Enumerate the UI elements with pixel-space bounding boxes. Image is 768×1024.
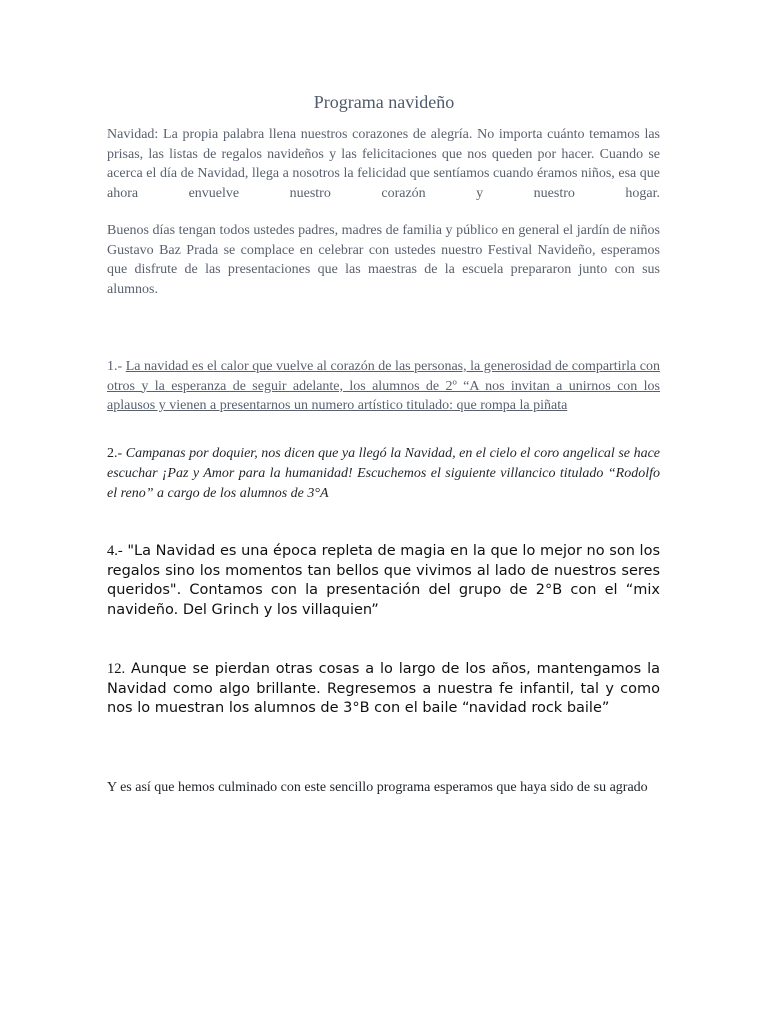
- item-number: 2.-: [107, 446, 123, 461]
- welcome-paragraph: Buenos días tengan todos ustedes padres, madres de familia y público en general el jardín de niños Gustavo Baz Prada se complace en celebrar con ustedes nuestro Festival Navideño, esperamos que disfrute de las presentaciones que las maestras de la escuela prepararon junto con sus alumnos.: [107, 223, 660, 297]
- item-number: 12.: [107, 661, 126, 677]
- item-text: La navidad es el calor que vuelve al corazón de las personas, la generosidad de compartirla con otros y la esperanza de seguir adelante, los alumnos de 2º “A nos invitan a unirnos con los aplausos y vienen a presentarnos un numero artístico titulado: que rompa la piñata: [107, 359, 661, 413]
- intro-text: Navidad: La propia palabra llena nuestros corazones de alegría. No importa cuánto temamos las prisas, las listas de regalos navideños y las felicitaciones que nos queden por hacer. Cuando se acerca el día de Navidad, llega a nosotros la felicidad que sentíamos cuando éramos niños, esa que ahora envuelve nuestro corazón y nuestro hogar.: [107, 127, 660, 201]
- item-number: 1.-: [107, 359, 123, 374]
- item-text: Campanas por doquier, nos dicen que ya llegó la Navidad, en el cielo el coro angelical se hace escuchar ¡Paz y Amor para la humanidad! Escuchemos el siguiente villancico titulado “Rodolfo el reno” a cargo de los alumnos de 3°A: [107, 446, 660, 501]
- closing-paragraph: Y es así que hemos culminado con este sencillo programa esperamos que haya sido de su agrado: [107, 780, 648, 795]
- item-number: 4.-: [107, 543, 123, 559]
- item-text: Aunque se pierdan otras cosas a lo largo de los años, mantengamos la Navidad como algo brillante. Regresemos a nuestra fe infantil, tal y como nos lo muestran los alumnos de 3°B con el baile “navidad rock baile”: [107, 661, 660, 716]
- program-item-12: [107, 660, 660, 719]
- program-item-1: [107, 357, 660, 416]
- program-item-4: [107, 542, 660, 620]
- program-item-2: [107, 444, 660, 504]
- intro-paragraph: [107, 125, 660, 203]
- item-text: "La Navidad es una época repleta de magia en la que lo mejor no son los regalos sino los momentos tan bellos que vivimos al lado de nuestros seres queridos". Contamos con la presentación del grupo de 2°B con el “mix navideño. Del Grinch y los villaquien”: [107, 543, 661, 618]
- page-title: Programa navideño: [313, 92, 455, 112]
